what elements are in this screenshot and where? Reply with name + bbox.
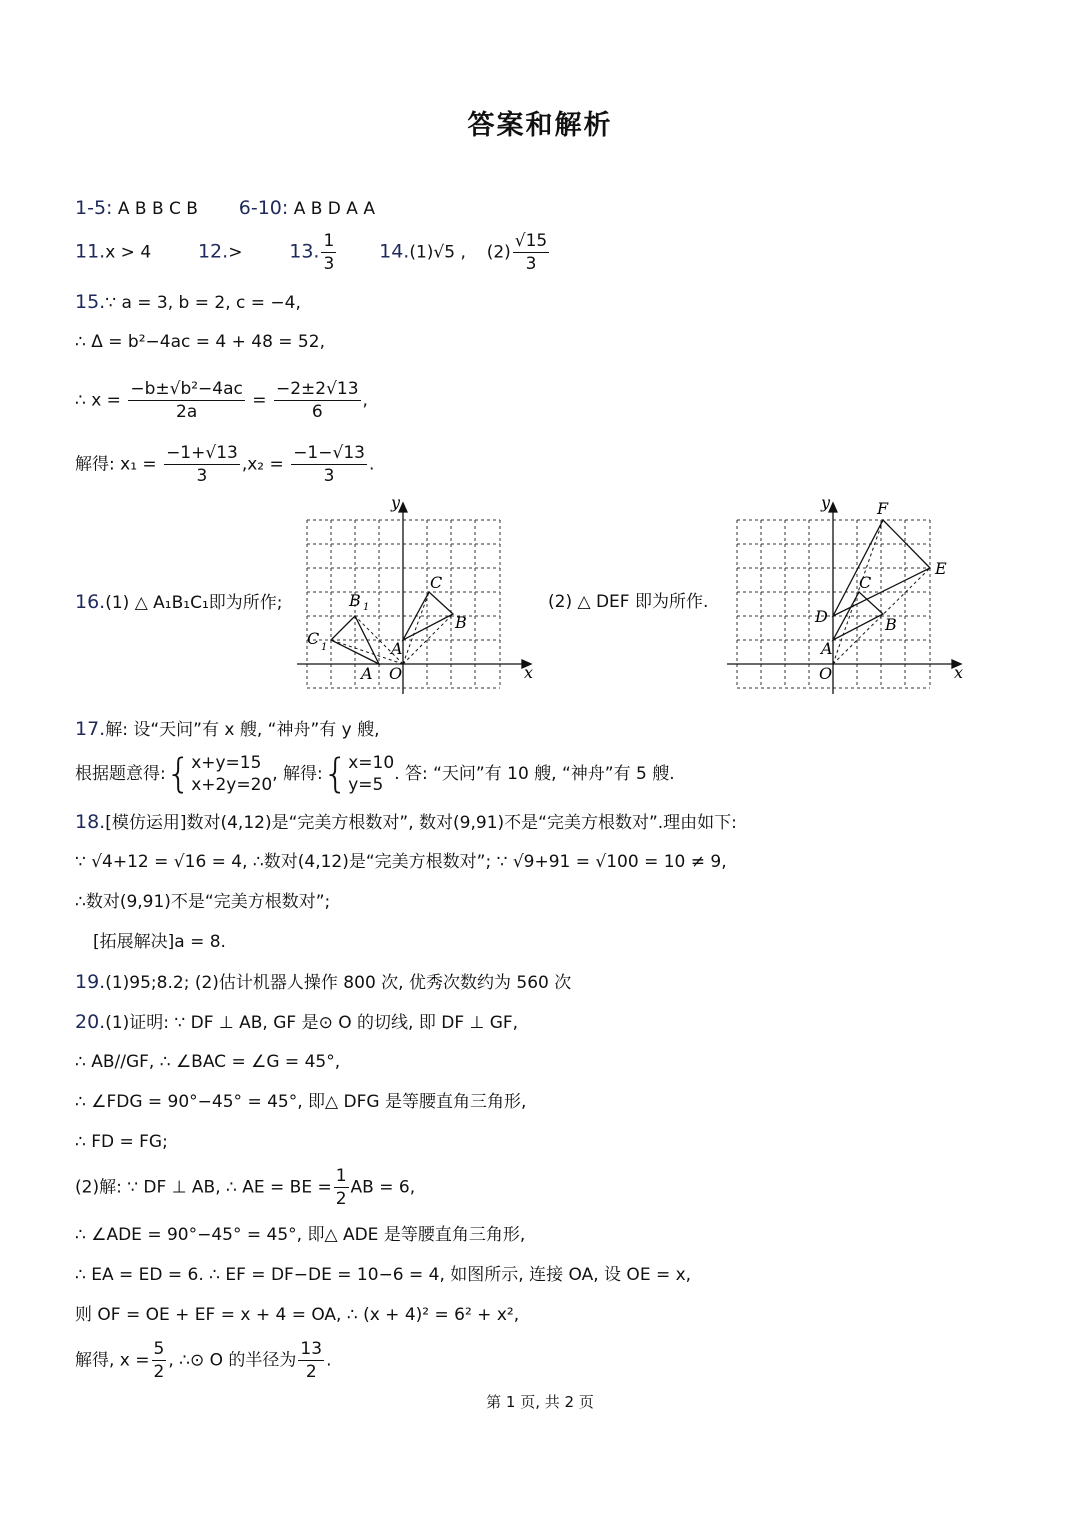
fig2-d-label: D [815, 607, 828, 626]
q15-line2: ∴ Δ = b²−4ac = 4 + 48 = 52, [75, 332, 325, 352]
q15-quadratic-formula [128, 378, 245, 423]
q20-text-1: (1)证明: ∵ DF ⊥ AB, GF 是⊙ O 的切线, 即 DF ⊥ GF, [105, 1013, 519, 1033]
q17-line2 [75, 752, 675, 796]
fig1-y-label: y [391, 498, 401, 512]
fig2-y-label: y [821, 498, 831, 512]
page-footer: 第 1 页, 共 2 页 [486, 1393, 594, 1411]
fig1-c-label: C [430, 573, 443, 592]
q20-line9-start: 解得, x = [75, 1350, 150, 1371]
q1-5-answer: A B B C B [117, 199, 198, 219]
q15-x2-fraction [291, 442, 367, 487]
q14-denominator: 3 [525, 254, 537, 274]
q15-result-fraction [274, 378, 361, 423]
fig2-e-label: E [935, 559, 947, 578]
q15-number: 15. [75, 291, 106, 313]
fig1-a1-label: A [361, 664, 373, 683]
q15-comma: , [362, 390, 368, 411]
q11-number: 11. [75, 240, 106, 263]
q15-text-1: ∵ a = 3, b = 2, c = −4, [105, 293, 301, 313]
q15-x1-denominator: 3 [196, 466, 208, 486]
q20-line3: ∴ ∠FDG = 90°−45° = 45°, 即△ DFG 是等腰直角三角形, [75, 1092, 527, 1112]
answers-1-10 [75, 196, 375, 221]
q17-solve-label: , 解得: [272, 764, 323, 784]
q15-period: . [368, 454, 375, 475]
fig2-x-label: x [954, 663, 964, 682]
q17-line1 [75, 717, 380, 742]
q15-x1-fraction [164, 442, 240, 487]
q18-text-1: [模仿运用]数对(4,12)是“完美方根数对”, 数对(9,91)不是“完美方根数对”.理由如下: [105, 813, 737, 833]
q13-fraction [321, 230, 336, 275]
q12-number: 12. [197, 240, 229, 263]
q14-part1: (1)√5 , [409, 242, 466, 263]
q18-line2: ∵ √4+12 = √16 = 4, ∴数对(4,12)是“完美方根数对”; ∵ √9+91 = √100 = 10 ≠ 9, [75, 852, 727, 872]
fig1-a-label: A [391, 639, 403, 658]
q20-radius-numerator: 13 [300, 1339, 323, 1359]
q18-line4: [拓展解决]a = 8. [93, 932, 226, 952]
q1-5-number: 1-5: [75, 197, 113, 219]
q15-equals: = [252, 390, 267, 411]
q13-denominator: 3 [323, 254, 335, 274]
q20-radius-fraction [298, 1338, 324, 1383]
q14-fraction [513, 230, 549, 275]
q17-equation-2: x+2y=20 [191, 775, 273, 795]
fig2-origin-label: O [819, 664, 833, 683]
q20-x-fraction [152, 1338, 167, 1383]
q14-numerator: √15 [514, 231, 548, 251]
q6-10-number: 6-10: [238, 197, 289, 219]
fig2-axes [727, 503, 964, 694]
q20-radius-label: , ∴⊙ O 的半径为 [168, 1350, 297, 1371]
q17-answer: . 答: “天问”有 10 艘, “神舟”有 5 艘. [394, 764, 675, 784]
q11-answer: x > 4 [105, 242, 152, 263]
figure-1-coordinate-grid [295, 498, 540, 698]
fig1-c1-subscript: 1 [321, 642, 328, 653]
q16-text-1 [75, 590, 283, 615]
fig2-a-label: A [821, 639, 833, 658]
q20-line2: ∴ AB//GF, ∴ ∠BAC = ∠G = 45°, [75, 1052, 341, 1072]
q20-period: . [326, 1350, 332, 1371]
q17-brace-2: { [322, 751, 349, 797]
q13-numerator: 1 [323, 231, 335, 251]
q18-number: 18. [75, 811, 106, 833]
q20-half-numerator: 1 [335, 1166, 347, 1186]
q20-x-denominator: 2 [153, 1362, 165, 1382]
q20-line9 [75, 1338, 331, 1383]
fig1-c1-label: C [307, 629, 320, 648]
q20-line5 [75, 1165, 415, 1210]
q19-line [75, 970, 571, 995]
q20-number: 20. [75, 1011, 106, 1033]
q20-line5-end: AB = 6, [350, 1177, 416, 1198]
page-title: 答案和解析 [467, 110, 613, 141]
fig1-b1-label: B [349, 591, 361, 610]
q20-line7: ∴ EA = ED = 6. ∴ EF = DF−DE = 10−6 = 4, 如图所示, 连接 OA, 设 OE = x, [75, 1265, 692, 1285]
q15-formula-denominator: 2a [176, 402, 198, 422]
fig2-c-label: C [859, 573, 872, 592]
q17-solution-1: x=10 [348, 753, 395, 773]
fig1-x-label: x [524, 663, 534, 682]
q17-equation-1: x+y=15 [191, 753, 262, 773]
q18-line1 [75, 810, 737, 835]
answers-11-14 [75, 230, 551, 275]
q20-half-denominator: 2 [335, 1189, 347, 1209]
q20-radius-denominator: 2 [305, 1362, 317, 1382]
q16-number: 16. [75, 591, 106, 613]
figure-2-coordinate-grid [725, 498, 970, 698]
q20-line1 [75, 1010, 518, 1035]
q15-result-denominator: 6 [311, 402, 323, 422]
fig2-b-label: B [885, 615, 897, 634]
q15-x2-numerator: −1−√13 [293, 443, 365, 463]
fig1-b-label: B [455, 613, 467, 632]
q17-equation-system [191, 752, 272, 796]
fig1-origin-label: O [389, 664, 403, 683]
q14-number: 14. [379, 240, 410, 263]
q15-line3 [75, 378, 368, 423]
q15-x2-denominator: 3 [323, 466, 335, 486]
q6-10-answer: A B D A A [293, 199, 375, 219]
q15-result-numerator: −2±2√13 [275, 379, 359, 399]
fig1-b1-subscript: 1 [363, 602, 370, 613]
q20-line8: 则 OF = OE + EF = x + 4 = OA, ∴ (x + 4)² = 6² + x², [75, 1305, 520, 1325]
q19-number: 19. [75, 971, 106, 993]
q15-line1 [75, 290, 301, 315]
q17-text-1: 解: 设“天问”有 x 艘, “神舟”有 y 艘, [105, 720, 380, 740]
q14-part2: (2) [486, 242, 511, 263]
q16-part1: (1) △ A₁B₁C₁即为所作; [105, 593, 283, 613]
q15-x-label: ∴ x = [75, 390, 121, 411]
q15-x2-label: ,x₂ = [241, 454, 284, 475]
q15-formula-numerator: −b±√b²−4ac [130, 379, 243, 399]
q20-x-numerator: 5 [153, 1339, 165, 1359]
q20-line6: ∴ ∠ADE = 90°−45° = 45°, 即△ ADE 是等腰直角三角形, [75, 1225, 526, 1245]
q20-half-fraction [334, 1165, 349, 1210]
q19-answer: (1)95;8.2; (2)估计机器人操作 800 次, 优秀次数约为 560 次 [105, 973, 572, 993]
q17-solution-2: y=5 [348, 775, 384, 795]
q12-answer: > [228, 242, 243, 263]
q15-line4 [75, 442, 374, 487]
q16-text-2: (2) △ DEF 即为所作. [548, 592, 709, 612]
q17-number: 17. [75, 718, 106, 740]
q17-brace-1: { [165, 751, 192, 797]
q13-number: 13. [289, 240, 320, 263]
q15-x1-numerator: −1+√13 [166, 443, 238, 463]
fig1-axes [297, 503, 534, 694]
q20-line4: ∴ FD = FG; [75, 1132, 168, 1152]
q17-intro: 根据题意得: [75, 764, 166, 784]
q18-line3: ∴数对(9,91)不是“完美方根数对”; [75, 892, 331, 912]
q15-x1-label: 解得: x₁ = [75, 454, 157, 475]
fig2-f-label: F [877, 499, 889, 518]
q17-solution-system [348, 752, 394, 796]
q20-line5-start: (2)解: ∵ DF ⊥ AB, ∴ AE = BE = [75, 1177, 332, 1198]
